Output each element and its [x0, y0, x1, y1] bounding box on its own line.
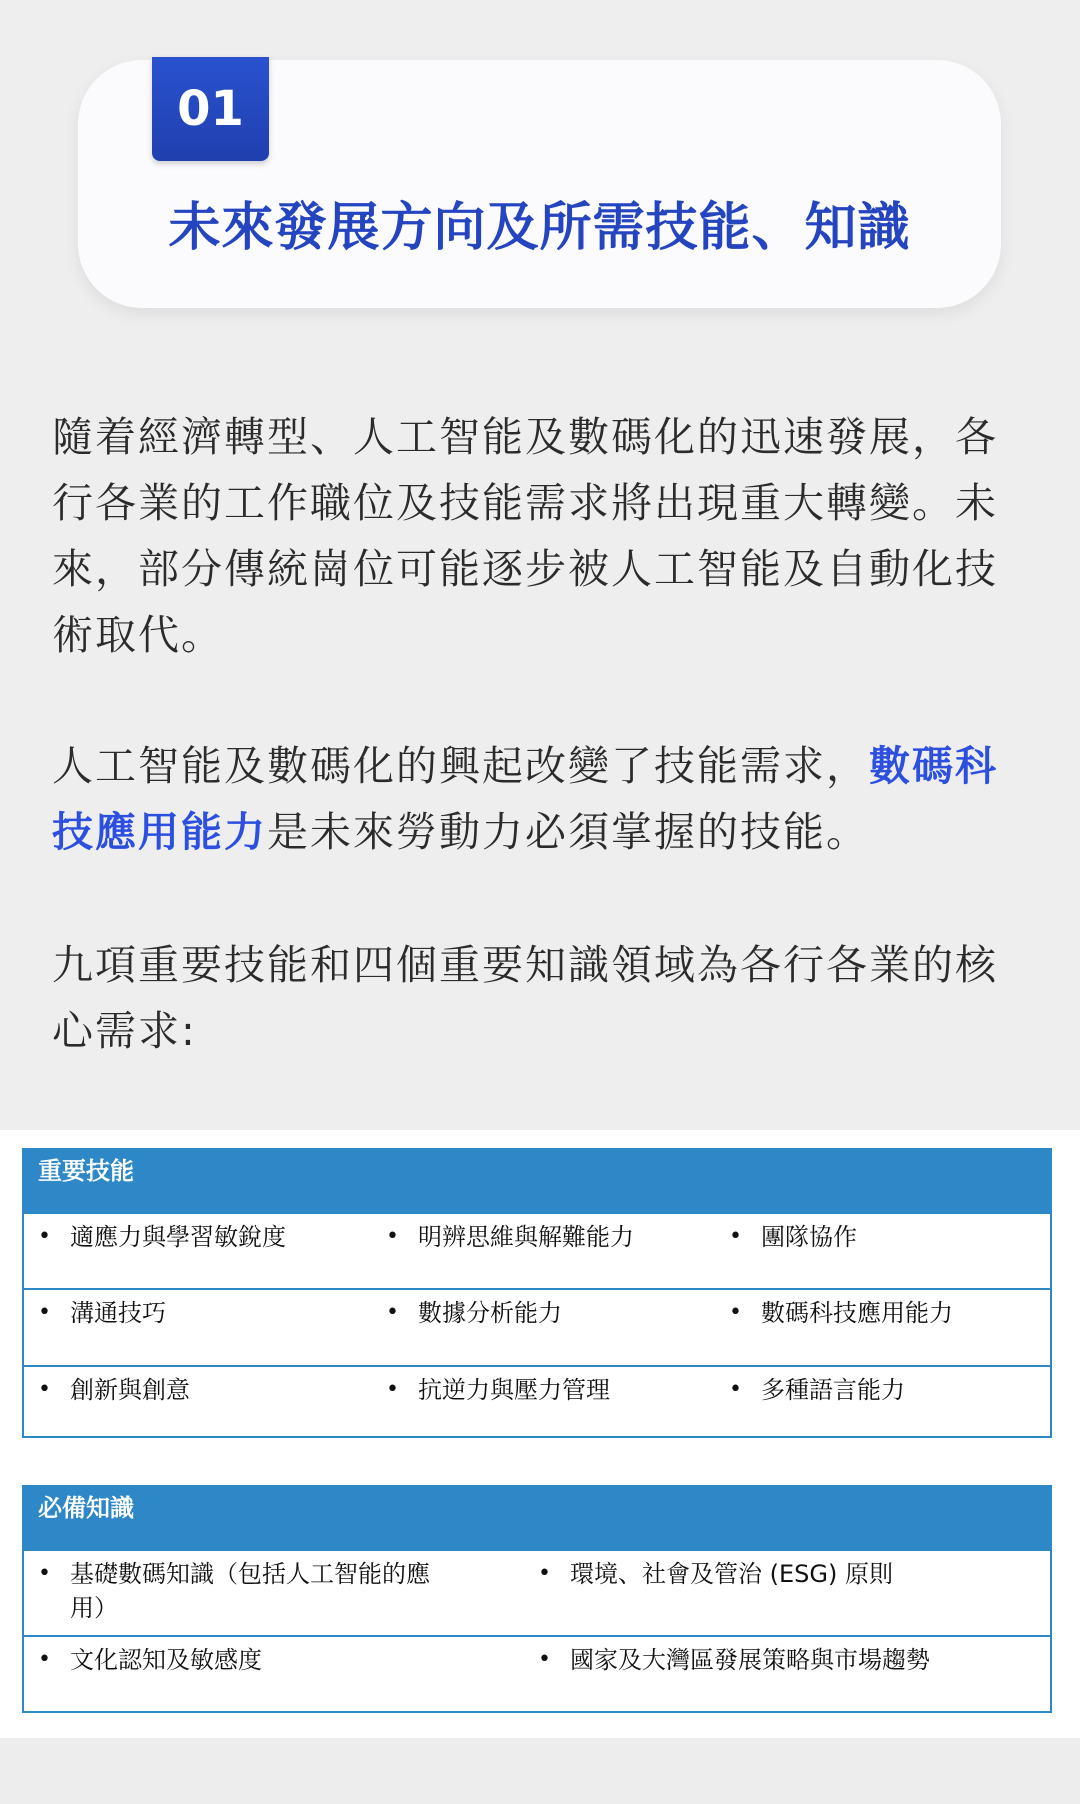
- skills-paragraph-end: 是未來勞動力必須掌握的技能。: [267, 808, 869, 856]
- bullet-icon: •: [38, 1561, 51, 1586]
- bullet-icon: •: [38, 1377, 51, 1402]
- skills-table: [22, 1148, 1052, 1438]
- table-row: [24, 1549, 1050, 1635]
- bullet-icon: •: [386, 1377, 399, 1402]
- cell-text: 明辨思維與解難能力: [418, 1223, 634, 1251]
- intro-paragraph: 隨着經濟轉型、人工智能及數碼化的迅速發展，各行各業的工作職位及技能需求將出現重大轉變。未來，部分傳統崗位可能逐步被人工智能及自動化技術取代。: [52, 413, 998, 659]
- bottom-strip: [0, 1738, 1080, 1804]
- cell-text: 數碼科技應用能力: [761, 1299, 953, 1327]
- bullet-icon: •: [538, 1647, 551, 1672]
- table-row: [24, 1288, 1050, 1365]
- table-cell: [24, 1551, 524, 1635]
- table-row: [24, 1365, 1050, 1438]
- table-cell: [715, 1214, 1050, 1288]
- section-title: 未來發展方向及所需技能、知識: [168, 198, 911, 258]
- knowledge-table-header: 必備知識: [24, 1487, 1050, 1549]
- cell-text: 基礎數碼知識（包括人工智能的應用）: [70, 1560, 430, 1622]
- skills-table-header: 重要技能: [24, 1150, 1050, 1212]
- table-cell: [524, 1637, 1050, 1711]
- cell-text: 多種語言能力: [761, 1376, 905, 1404]
- cell-text: 團隊協作: [761, 1223, 857, 1251]
- table-row: [24, 1635, 1050, 1711]
- cell-text: 文化認知及敏感度: [70, 1646, 262, 1674]
- table-cell: [372, 1367, 715, 1438]
- bullet-icon: •: [538, 1561, 551, 1586]
- section-number-badge: 01: [152, 57, 269, 161]
- bullet-icon: •: [729, 1300, 742, 1325]
- knowledge-table: [22, 1485, 1052, 1713]
- table-cell: [372, 1290, 715, 1365]
- cell-text: 溝通技巧: [70, 1299, 166, 1327]
- bullet-icon: •: [38, 1647, 51, 1672]
- cell-text: 創新與創意: [70, 1376, 190, 1404]
- table-cell: [24, 1367, 372, 1438]
- cell-text: 適應力與學習敏銳度: [70, 1223, 286, 1251]
- skills-paragraph-start: 人工智能及數碼化的興起改變了技能需求，: [52, 742, 869, 790]
- table-cell: [715, 1290, 1050, 1365]
- bullet-icon: •: [386, 1224, 399, 1249]
- table-cell: [24, 1214, 372, 1288]
- bullet-icon: •: [729, 1377, 742, 1402]
- table-cell: [24, 1290, 372, 1365]
- bullet-icon: •: [38, 1224, 51, 1249]
- cell-text: 國家及大灣區發展策略與市場趨勢: [570, 1646, 930, 1674]
- core-needs-paragraph: 九項重要技能和四個重要知識領域為各行各業的核心需求:: [52, 941, 998, 1055]
- table-cell: [524, 1551, 1050, 1635]
- cell-text: 數據分析能力: [418, 1299, 562, 1327]
- cell-text: 環境、社會及管治 (ESG) 原則: [570, 1560, 893, 1588]
- digital-skill-highlight: 數碼科技應用能力: [52, 742, 998, 856]
- cell-text: 抗逆力與壓力管理: [418, 1376, 610, 1404]
- table-row: [24, 1212, 1050, 1288]
- table-cell: [24, 1637, 524, 1711]
- bullet-icon: •: [386, 1300, 399, 1325]
- bullet-icon: •: [729, 1224, 742, 1249]
- table-cell: [372, 1214, 715, 1288]
- skills-paragraph: [52, 733, 1032, 865]
- bullet-icon: •: [38, 1300, 51, 1325]
- table-cell: [715, 1367, 1050, 1438]
